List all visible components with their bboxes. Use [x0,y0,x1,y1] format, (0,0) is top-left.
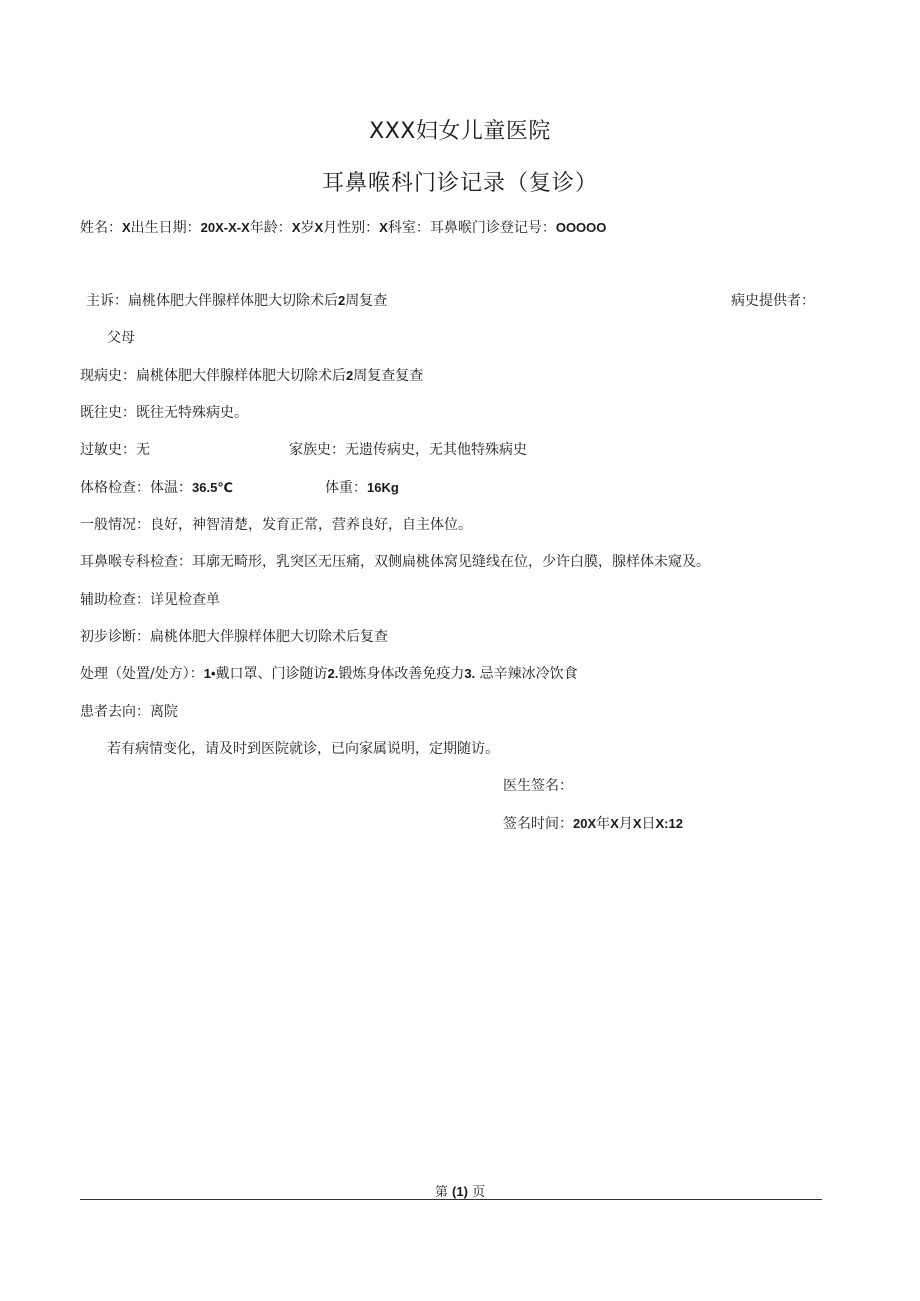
diag-label: 初步诊断： [80,629,150,645]
family-history [289,440,527,460]
signature-time [503,814,683,834]
chief-complaint [86,291,387,311]
auxiliary-exam [80,590,220,610]
age-years-unit: 岁 [300,220,315,236]
page-post: 页 [472,1185,486,1200]
age-years-value: X [291,220,301,235]
past-value: 既往无特殊病史。 [136,405,248,421]
temp-value: 36.5℃ [192,480,234,495]
sig-day-unit: 日 [641,816,656,832]
treat-num-3: 3. [464,666,476,681]
dob-label: 出生日期： [130,220,201,236]
footer-divider [80,1199,822,1200]
complaint-text-post: 周复查 [345,293,388,309]
present-number: 2 [346,368,354,383]
treat-label: 处理（处置/处方）： [80,666,204,682]
physical-exam [80,478,233,498]
age-months-unit: 月 [323,220,338,236]
age-months-value: X [314,220,324,235]
reg-value: OOOOO [555,220,607,235]
dept-label: 科室： [387,220,430,236]
advice-text: 若有病情变化，请及时到医院就诊，已向家属说明，定期随访。 [107,741,499,757]
sig-day: X [632,816,642,831]
record-title: 耳鼻喉科门诊记录（复诊） [321,171,598,196]
complaint-number: 2 [338,293,346,308]
aux-value: 详见检查单 [150,592,220,608]
treatment [80,664,578,684]
treat-num-1: 1• [203,666,216,681]
dest-label: 患者去向： [80,704,150,720]
preliminary-diagnosis [80,627,388,647]
general-condition [80,515,472,535]
hospital-title: XXX妇女儿童医院 [369,119,551,144]
sig-month-unit: 月 [618,816,633,832]
page-pre: 第 [434,1185,448,1200]
temp-label: 体温： [150,480,192,496]
allergy-history [80,440,150,460]
treat-text-1: 戴口罩、门诊随访 [215,666,328,682]
past-history [80,403,248,423]
sig-year-unit: 年 [596,816,611,832]
sig-time-label: 签名时间： [503,816,573,832]
allergy-label: 过敏史： [80,442,136,458]
doctor-signature-label: 医生签名： [503,778,573,794]
sig-clock: X:12 [655,816,683,831]
present-text-post: 周复查复查 [353,368,424,384]
patient-destination [80,702,178,722]
dob-value: 20X-X-X [200,220,250,235]
ent-exam [80,552,710,572]
ent-label: 耳鼻喉专科检查： [80,554,192,570]
name-label: 姓名： [80,220,122,236]
general-value: 良好，神智清楚，发育正常，营养良好，自主体位。 [150,517,472,533]
general-label: 一般情况： [80,517,150,533]
sex-value: X [379,220,388,235]
weight-value: 16Kg [367,480,399,495]
treat-text-3: 忌辛辣冰冷饮食 [475,666,578,682]
complaint-label: 主诉： [86,293,128,309]
history-provider-value: 父母 [107,330,135,346]
treat-num-2: 2. [327,666,339,681]
present-illness [80,366,423,386]
complaint-text-pre: 扁桃体肥大伴腺样体肥大切除术后 [128,293,338,309]
patient-info-line [80,218,606,238]
page-number [0,1181,920,1200]
sex-label: 性别： [337,220,380,236]
family-value: 无遗传病史，无其他特殊病史 [345,442,527,458]
dest-value: 离院 [150,704,178,720]
ent-value: 耳廓无畸形，乳突区无压痛，双侧扁桃体窝见缝线在位，少许白膜，腺样体未窥及。 [192,554,710,570]
dept-value: 耳鼻喉门诊 [429,220,500,236]
weight [325,478,399,498]
exam-label: 体格检查： [80,480,150,496]
sig-month: X [610,816,619,831]
sig-year: 20X [573,816,597,831]
aux-label: 辅助检查： [80,592,150,608]
age-label: 年龄： [249,220,292,236]
treat-text-2: 锻炼身体改善免疫力 [338,666,465,682]
diag-value: 扁桃体肥大伴腺样体肥大切除术后复查 [150,629,388,645]
present-label: 现病史： [80,368,136,384]
name-value: X [122,220,131,235]
page-num: (1) [452,1184,468,1199]
past-label: 既往史： [80,405,136,421]
family-label: 家族史： [289,442,345,458]
history-provider-label: 病史提供者： [731,293,815,309]
reg-label: 登记号： [499,220,556,236]
present-text-pre: 扁桃体肥大伴腺样体肥大切除术后 [136,368,346,384]
weight-label: 体重： [325,480,367,496]
allergy-value: 无 [136,442,150,458]
